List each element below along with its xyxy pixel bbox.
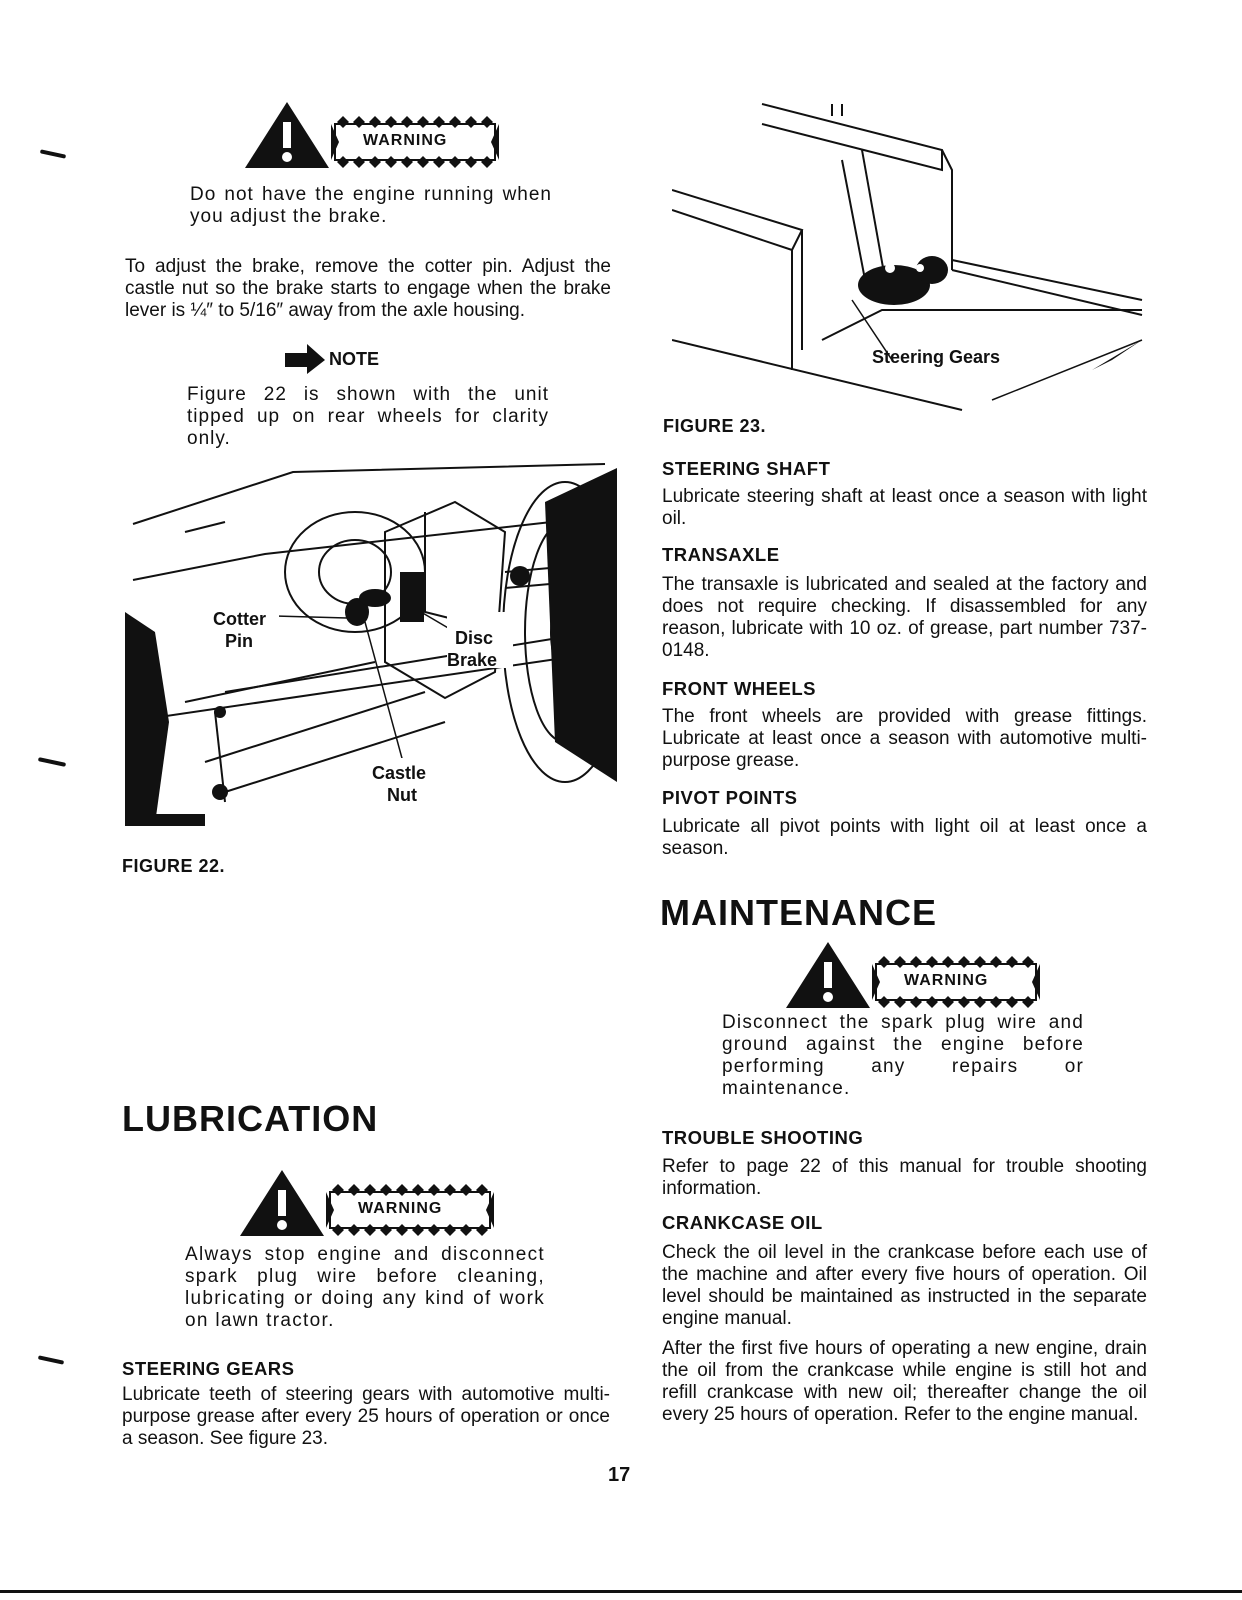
figure-22-caption: FIGURE 22. — [122, 856, 226, 876]
label-steering-gears: Steering Gears — [872, 347, 1001, 367]
front-wheels-text: The front wheels are provided with grease fittings. Lubricate at least once a season with automotive multi-purpose grease. — [662, 706, 1147, 771]
maintenance-warning-text: Disconnect the spark plug wire and ground against the engine before performing any repairs or maintenance. — [722, 1012, 1084, 1099]
label-pin: Pin — [225, 631, 254, 651]
label-brake: Brake — [447, 650, 498, 670]
warning-label: WARNING — [904, 972, 989, 989]
margin-mark — [38, 1355, 64, 1364]
pivot-points-heading: PIVOT POINTS — [662, 787, 798, 808]
note-label: NOTE — [329, 349, 380, 369]
warning-label: WARNING — [363, 132, 448, 149]
label-cotter: Cotter — [213, 609, 266, 629]
transaxle-text: The transaxle is lubricated and sealed at the factory and does not require checking. If disassembled for any reason, lubricate with 10 oz. of grease, part number 737-0148. — [662, 574, 1147, 661]
bottom-rule — [0, 1590, 1242, 1593]
maintenance-title: MAINTENANCE — [660, 892, 937, 933]
margin-mark — [40, 149, 66, 158]
trouble-shooting-text: Refer to page 22 of this manual for trouble shooting information. — [662, 1156, 1147, 1199]
crankcase-oil-heading: CRANKCASE OIL — [662, 1212, 823, 1233]
disc-brake-illustration — [125, 462, 617, 834]
label-castle: Castle — [372, 763, 427, 783]
note-text: Figure 22 is shown with the unit tipped up on rear wheels for clarity only. — [187, 384, 549, 449]
figure-22 — [125, 462, 617, 834]
transaxle-heading: TRANSAXLE — [662, 544, 780, 565]
warning-badge — [240, 1170, 500, 1250]
trouble-shooting-heading: TROUBLE SHOOTING — [662, 1127, 864, 1148]
page-number: 17 — [608, 1464, 631, 1486]
label-nut: Nut — [387, 785, 417, 805]
steering-shaft-heading: STEERING SHAFT — [662, 458, 831, 479]
warning-text: Do not have the engine running when you adjust the brake. — [190, 184, 552, 227]
crankcase-oil-text-1: Check the oil level in the crankcase before each use of the machine and after every five hours of operation. Oil level should be maintained as instructed in the separate engine manual. — [662, 1242, 1147, 1329]
warning-badge — [245, 102, 505, 182]
figure-23 — [672, 100, 1152, 412]
crankcase-oil-text-2: After the first five hours of operating a new engine, drain the oil from the crankcase while engine is still hot and refill crankcase with new oil; thereafter change the oil every 25 hours of operation. Refer to the engine manual. — [662, 1338, 1147, 1425]
lubrication-warning-text: Always stop engine and disconnect spark plug wire before cleaning, lubricating or doing any kind of work on lawn tractor. — [185, 1244, 545, 1331]
front-wheels-heading: FRONT WHEELS — [662, 678, 816, 699]
warning-label: WARNING — [358, 1200, 443, 1217]
brake-adjust-text: To adjust the brake, remove the cotter pin. Adjust the castle nut so the brake starts to engage when the brake lever is ¼″ to 5/16″ away from the axle housing. — [125, 256, 611, 321]
lubrication-title: LUBRICATION — [122, 1098, 379, 1139]
figure-23-caption: FIGURE 23. — [663, 416, 767, 436]
steering-gears-heading: STEERING GEARS — [122, 1358, 295, 1379]
steering-shaft-text: Lubricate steering shaft at least once a season with light oil. — [662, 486, 1147, 529]
margin-mark — [38, 757, 66, 767]
note-badge — [285, 344, 425, 376]
warning-badge — [786, 942, 1046, 1022]
pivot-points-text: Lubricate all pivot points with light oil at least once a season. — [662, 816, 1147, 859]
arrow-right-icon — [285, 344, 335, 374]
steering-gears-text: Lubricate teeth of steering gears with automotive multi-purpose grease after every 25 hours of operation or once a season. See figure 23. — [122, 1384, 610, 1449]
label-disc: Disc — [455, 628, 494, 648]
